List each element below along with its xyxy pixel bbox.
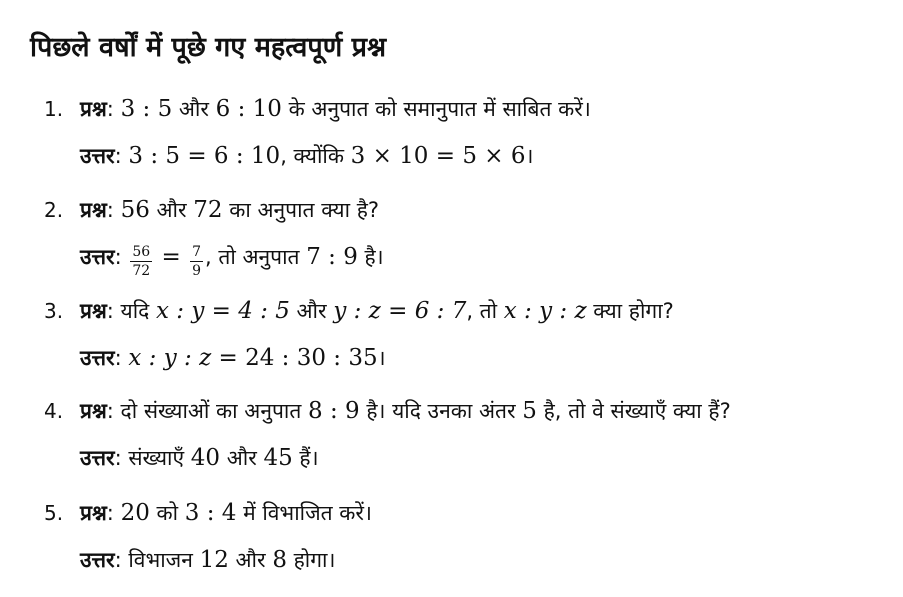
fraction-denominator: 9 (192, 263, 202, 279)
question-text: और (172, 97, 216, 121)
item-number: 1. (44, 97, 64, 121)
page-title: पिछले वर्षों में पूछे गए महत्वपूर्ण प्रश्न (30, 32, 387, 63)
math-expression: = 24 : 30 : 35 (211, 345, 378, 371)
answer-text: : (114, 144, 129, 168)
math-expression: 56 (120, 197, 150, 223)
math-expression: 6 : 10 (215, 96, 282, 122)
question-label: प्रश्न (80, 501, 107, 525)
answer-text: , क्योंकि (280, 144, 351, 168)
question-text: है। यदि उनका अंतर (359, 399, 523, 423)
answer-label: उत्तर (80, 144, 115, 168)
fraction-numerator: 7 (192, 244, 202, 260)
answer-line (80, 546, 335, 574)
math-expression: x : y = 4 : 5 (156, 298, 290, 324)
answer-text: : संख्याएँ (114, 446, 191, 470)
answer-text: , तो अनुपात (205, 245, 307, 269)
question-text: : दो संख्याओं का अनुपात (106, 399, 309, 423)
answer-label: उत्तर (80, 245, 115, 269)
math-expression: 40 (190, 445, 221, 471)
math-expression: 8 (272, 547, 287, 573)
math-expression: 20 (120, 500, 150, 526)
question-text: के अनुपात को समानुपात में साबित करें। (281, 97, 591, 121)
answer-text: है। (357, 245, 384, 269)
item-number: 2. (44, 198, 64, 222)
question-text: : (106, 501, 121, 525)
math-expression: 3 : 5 = 6 : 10 (128, 143, 281, 169)
question-text: में विभाजित करें। (236, 501, 372, 525)
math-expression: 7 : 9 (306, 244, 358, 270)
answer-text: । (377, 346, 386, 370)
question-line (80, 397, 731, 425)
fraction (130, 244, 152, 279)
question-text: को (149, 501, 185, 525)
math-expression: 12 (199, 547, 229, 573)
math-expression: 72 (193, 197, 223, 223)
equals-sign: = (154, 244, 189, 270)
question-text: है, तो वे संख्याएँ क्या हैं? (536, 399, 731, 423)
answer-text: हैं। (292, 446, 319, 470)
question-label: प्रश्न (80, 399, 107, 423)
item-number: 4. (44, 399, 64, 423)
math-variables: x : y : z (128, 345, 212, 371)
answer-line (80, 243, 384, 279)
fraction-denominator: 72 (132, 263, 151, 279)
question-text: और (149, 198, 194, 222)
math-expression: 3 : 4 (184, 500, 237, 526)
question-line (80, 297, 674, 325)
answer-label: उत्तर (80, 346, 115, 370)
answer-label: उत्तर (80, 548, 115, 572)
question-text: : (106, 97, 121, 121)
fraction-numerator: 56 (132, 244, 151, 260)
answer-text: : विभाजन (114, 548, 200, 572)
answer-text: और (220, 446, 264, 470)
answer-text: : (114, 346, 129, 370)
math-expression: 5 (522, 398, 537, 424)
answer-line (80, 142, 533, 170)
question-label: प्रश्न (80, 97, 107, 121)
answer-text: । (525, 144, 534, 168)
question-text: क्या होगा? (586, 299, 674, 323)
item-number: 3. (44, 299, 64, 323)
question-line (80, 196, 379, 224)
question-label: प्रश्न (80, 299, 107, 323)
question-text: : (106, 198, 121, 222)
question-line (80, 499, 372, 527)
math-expression: x : y : z (503, 298, 587, 324)
fraction (190, 244, 203, 279)
question-label: प्रश्न (80, 198, 107, 222)
question-text: का अनुपात क्या है? (222, 198, 380, 222)
question-text: : यदि (106, 299, 156, 323)
answer-text: होगा। (286, 548, 336, 572)
answer-line (80, 444, 319, 472)
answer-label: उत्तर (80, 446, 115, 470)
math-expression: y : z = 6 : 7 (333, 298, 467, 324)
math-expression: 3 : 5 (120, 96, 173, 122)
answer-text: : (114, 245, 129, 269)
math-expression: 8 : 9 (308, 398, 360, 424)
question-text: और (289, 299, 334, 323)
answer-line (80, 344, 386, 372)
math-expression: 45 (263, 445, 293, 471)
question-text: , तो (466, 299, 504, 323)
math-expression: 3 × 10 = 5 × 6 (350, 143, 526, 169)
answer-text: और (228, 548, 273, 572)
item-number: 5. (44, 501, 64, 525)
question-line (80, 95, 591, 123)
